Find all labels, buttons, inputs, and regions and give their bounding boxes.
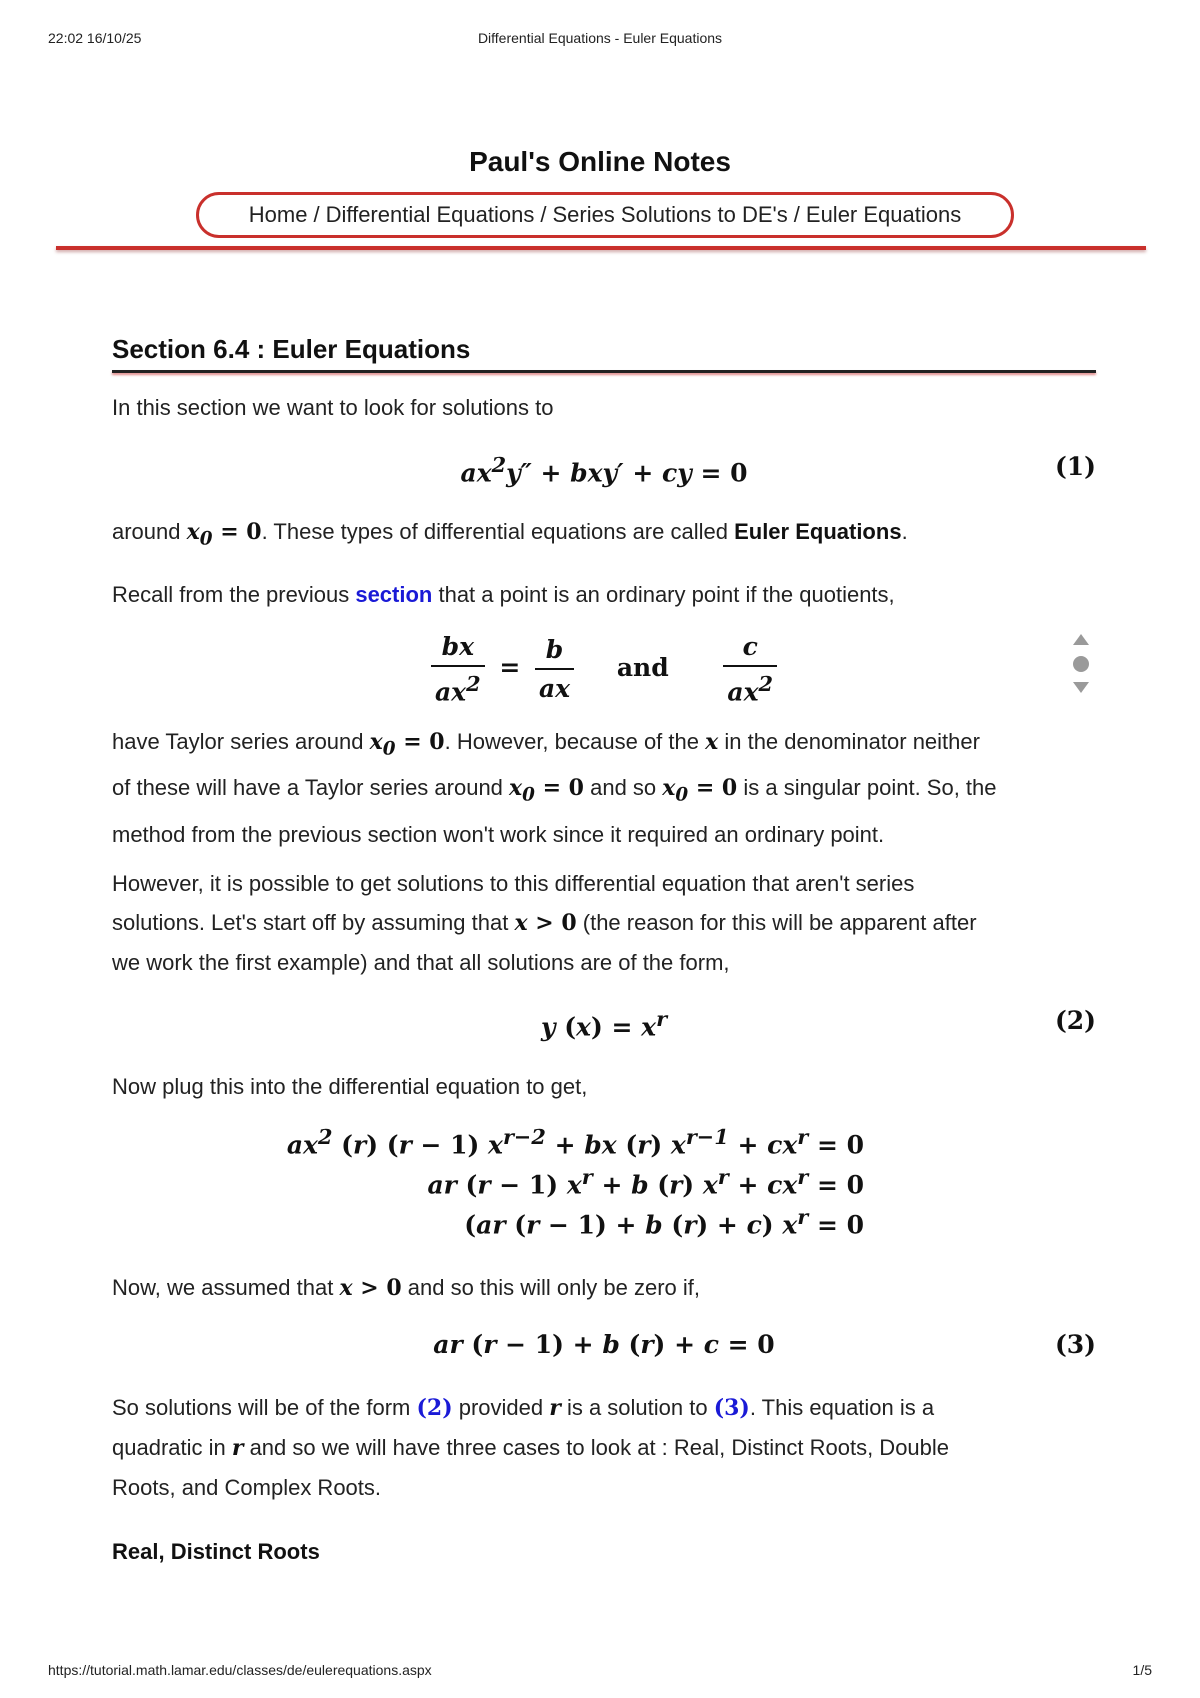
zero-condition-paragraph: Now, we assumed that x > 0 and so this will only be zero if, xyxy=(112,1275,701,1301)
equation-3: ar (r − 1) + b (r) + c = 0 xyxy=(433,1330,775,1359)
previous-section-link[interactable]: section xyxy=(355,582,433,607)
equation-2: y $(x) = x^r$ xyxy=(540,1006,668,1042)
euler-equations-term: Euler Equations xyxy=(734,519,902,544)
print-timestamp: 22:02 16/10/25 xyxy=(48,30,142,46)
equation-3-number: (3) xyxy=(1054,1330,1096,1359)
intro-paragraph: In this section we want to look for solutions to xyxy=(112,395,554,420)
print-page-number: 1/5 xyxy=(1132,1662,1152,1678)
solution-form-paragraph: So solutions will be of the form (2) provided r is a solution to (3). This equation is a quadratic in r and so we will have three cases to look at : Real, Distinct Roots, Double Roots, and Complex Roots. xyxy=(112,1395,950,1500)
assumption-paragraph: However, it is possible to get solutions to this differential equation that aren't series solutions. Let's start off by assuming that x > 0 (the reason for this will be apparent after we work the first example) and that all solutions are of the form, xyxy=(112,871,977,975)
breadcrumb-separator: / xyxy=(793,202,800,227)
equation-3-link[interactable]: (3) xyxy=(713,1395,750,1421)
plug-in-paragraph: Now plug this into the differential equation to get, xyxy=(112,1074,588,1099)
header-divider xyxy=(56,246,1146,250)
site-title: Paul's Online Notes xyxy=(469,146,731,177)
section-divider xyxy=(112,370,1096,373)
print-footer xyxy=(0,1662,1200,1682)
breadcrumb-differential-equations[interactable]: Differential Equations xyxy=(325,202,535,227)
and-word: and xyxy=(616,652,669,682)
breadcrumb-series-solutions[interactable]: Series Solutions to DE's xyxy=(552,202,788,227)
scroll-up-arrow-icon[interactable] xyxy=(1073,634,1089,645)
breadcrumb-separator: / xyxy=(540,202,547,227)
equation-2-number: (2) xyxy=(1054,1006,1096,1035)
substitution-line-2: ar (r − 1) $x^r + b$ (r) $x^r + cx^r = 0$ xyxy=(427,1164,864,1200)
substitution-line-1: $ax^2$ (r) (r − 1) $x^{r-2}$ + bx (r) $x^{r-1} + cx^r = 0$ xyxy=(286,1124,864,1160)
print-url: https://tutorial.math.lamar.edu/classes/de/eulerequations.aspx xyxy=(48,1662,432,1678)
print-header xyxy=(0,30,1200,50)
breadcrumb-euler-equations[interactable]: Euler Equations xyxy=(805,202,962,227)
breadcrumb-separator: / xyxy=(313,202,320,227)
section-heading: Section 6.4 : Euler Equations xyxy=(112,334,471,364)
recall-paragraph: Recall from the previous section that a point is an ordinary point if the quotients, xyxy=(112,582,895,607)
equation-1-number: (1) xyxy=(1054,452,1096,481)
quotients-equation: $\frac{bx}{ax^2}$ = $\frac{b}{ax}$ and $\frac{c}{ax^2}$ xyxy=(112,632,1096,706)
real-distinct-roots-heading: Real, Distinct Roots xyxy=(112,1539,320,1564)
equation-scroll-control[interactable] xyxy=(1070,634,1092,698)
euler-definition-paragraph: around $x_0 = 0$. These types of differential equations are called Euler Equations. xyxy=(112,519,908,550)
equation-2-link[interactable]: (2) xyxy=(416,1395,453,1421)
substitution-equations xyxy=(112,1124,1096,1244)
breadcrumb-home[interactable]: Home xyxy=(248,202,308,227)
print-page-title: Differential Equations - Euler Equations xyxy=(477,30,723,46)
scroll-down-arrow-icon[interactable] xyxy=(1073,682,1089,693)
equation-1: $ax^2y'' + bxy'$ + cy = 0 xyxy=(460,452,748,488)
breadcrumb xyxy=(196,192,1014,238)
singular-point-paragraph: have Taylor series around $x_0 = 0$. However, because of the x in the denominator neither of these will have a Taylor series around $x_0 = 0$ and so $x_0 = 0$ is a singular point. So, the method from the previous section won't work since it required an ordinary point. xyxy=(112,729,997,847)
scroll-dot-icon[interactable] xyxy=(1073,656,1089,672)
substitution-line-3: (ar (r − 1) + b (r) + c) $x^r = 0$ xyxy=(464,1204,864,1240)
